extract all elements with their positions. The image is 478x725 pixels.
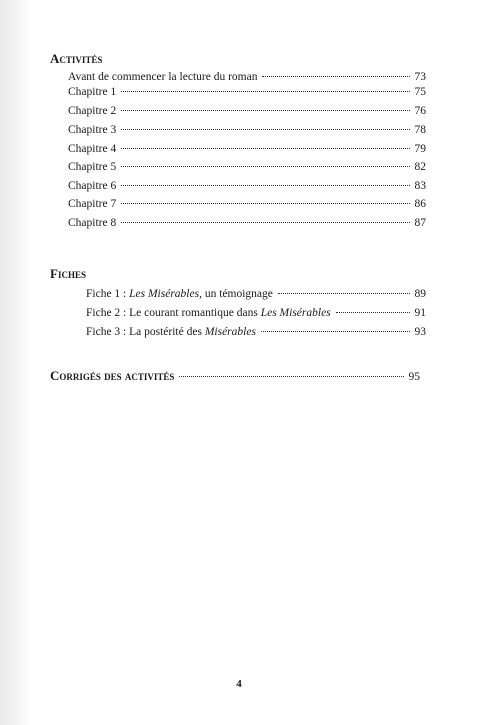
toc-entry-chapitre-6[interactable] [68,178,426,194]
toc-entry-label: Chapitre 4 [68,143,117,155]
leader-dots [121,138,409,149]
toc-entry-label: Chapitre 1 [68,86,117,98]
toc-entry-chapitre-7[interactable] [68,196,426,212]
section-heading-corriges: Corrigés des activités [50,368,175,383]
toc-entry-label: Fiche 3 : La postérité des Misérables [86,326,256,338]
toc-entry-page: 75 [414,86,426,98]
toc-entry-page: 83 [414,180,426,192]
section-heading-fiches: Fiches [50,266,86,281]
leader-dots [121,119,409,130]
leader-dots [121,175,409,186]
leader-dots [121,81,409,92]
toc-entry-page: 91 [414,307,426,319]
toc-entry-fiche-3[interactable] [86,324,426,340]
toc-entry-page: 79 [414,143,426,155]
toc-entry-label: Chapitre 5 [68,161,117,173]
toc-entry-label: Chapitre 8 [68,217,117,229]
leader-dots [121,156,409,167]
toc-entry-label: Fiche 1 : Les Misérables, un témoignage [86,288,273,300]
toc-entry-label: Chapitre 6 [68,180,117,192]
toc-entry-page: 78 [414,124,426,136]
toc-entry-label: Chapitre 3 [68,124,117,136]
toc-entry-fiche-1[interactable] [86,286,426,302]
toc-entry-chapitre-8[interactable] [68,215,426,231]
toc-entry-label: Fiche 2 : Le courant romantique dans Les Misérables [86,307,331,319]
toc-entry-page: 95 [408,371,420,383]
toc-entry-chapitre-1[interactable] [68,84,426,100]
toc-entry-chapitre-2[interactable] [68,103,426,119]
toc-entry-page: 86 [414,198,426,210]
leader-dots [179,366,403,377]
leader-dots [278,283,410,294]
toc-entry-page: 87 [414,217,426,229]
toc-entry-label: Chapitre 2 [68,105,117,117]
toc-entry-fiche-2[interactable] [86,305,426,321]
leader-dots [121,193,409,204]
leader-dots [261,321,410,332]
toc-entry-chapitre-5[interactable] [68,159,426,175]
toc-entry-corriges[interactable] [50,368,420,385]
toc-entry-page: 73 [414,71,426,83]
toc-entry-label: Chapitre 7 [68,198,117,210]
leader-dots [121,212,409,223]
section-heading-activites: Activités [50,51,103,66]
toc-entry-chapitre-4[interactable] [68,141,426,157]
toc-entry-page: 82 [414,161,426,173]
leader-dots [262,66,409,77]
toc-entry-label: Avant de commencer la lecture du roman [68,71,258,83]
toc-entry-chapitre-3[interactable] [68,122,426,138]
leader-dots [336,302,410,313]
leader-dots [121,100,409,111]
page-number: 4 [236,678,242,690]
toc-entry-page: 89 [414,288,426,300]
toc-entry-page: 76 [414,105,426,117]
toc-entry-page: 93 [414,326,426,338]
